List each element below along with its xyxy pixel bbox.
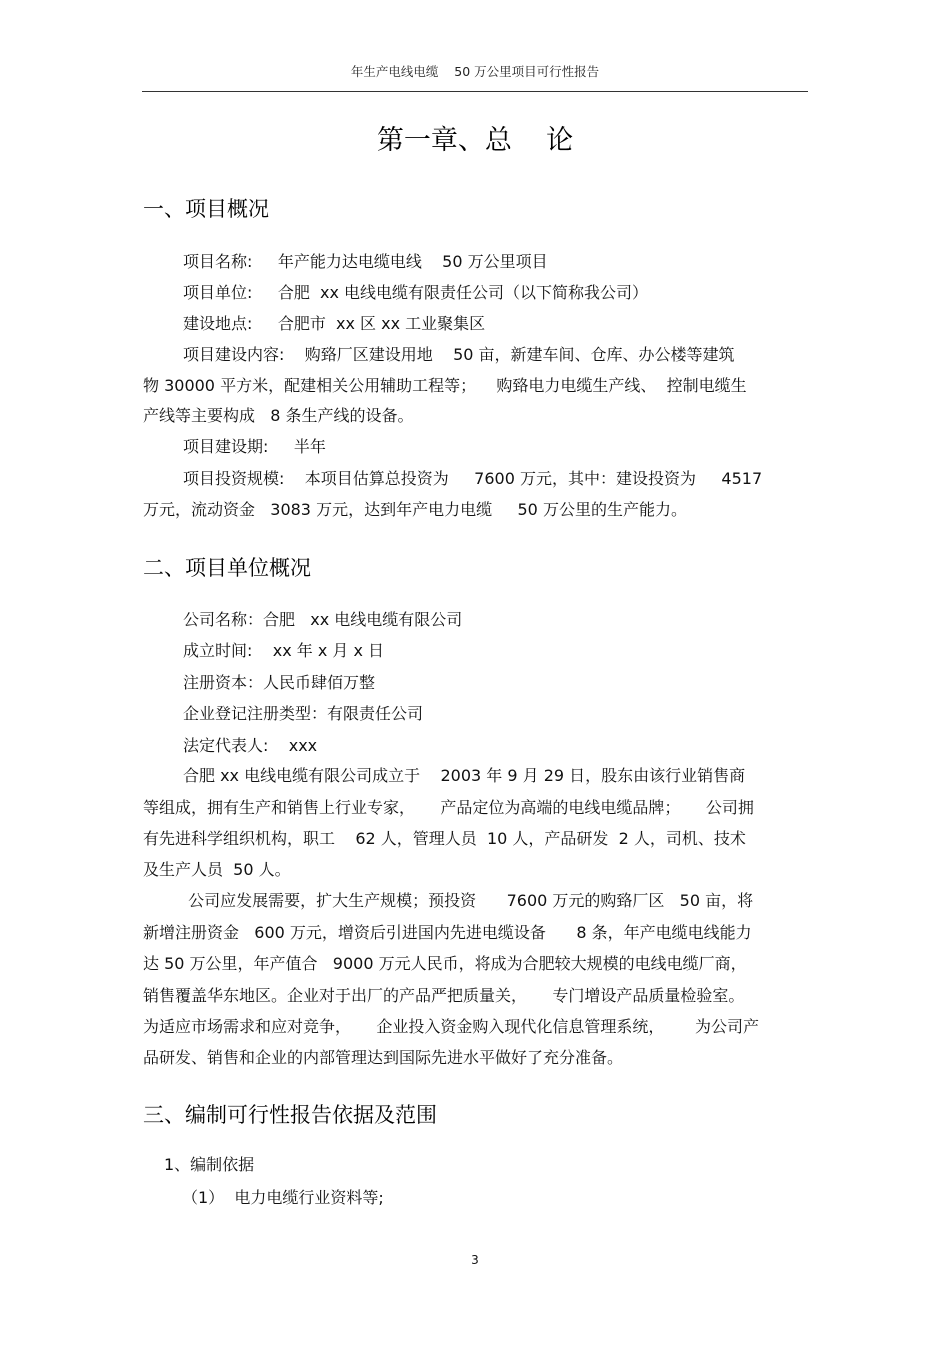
subheading-compilation-basis: 1、编制依据 xyxy=(164,1155,255,1174)
field-project-unit: 项目单位: 合肥 xx 电线电缆有限责任公司（以下简称我公司） xyxy=(183,283,649,302)
development-plan-line: 公司应发展需要，扩大生产规模；预投资 7600 万元的购臵厂区 50 亩，将 xyxy=(183,891,754,910)
field-founding-date: 成立时间: xx 年 x 月 x 日 xyxy=(183,641,385,660)
field-construction-period: 项目建设期: 半年 xyxy=(183,437,326,456)
page-header-title: 年生产电线电缆 50 万公里项目可行性报告 xyxy=(350,64,600,79)
section-heading-project-overview: 一、项目概况 xyxy=(143,197,269,221)
development-plan-line: 品研发、销售和企业的内部管理达到国际先进水平做好了充分准备。 xyxy=(143,1048,624,1067)
section-heading-unit-overview: 二、项目单位概况 xyxy=(143,556,311,580)
field-registered-capital: 注册资本：人民币肆佰万整 xyxy=(183,673,376,692)
field-legal-representative: 法定代表人: xxx xyxy=(183,736,318,755)
investment-line: 万元，流动资金 3083 万元，达到年产电力电缆 50 万公里的生产能力。 xyxy=(143,500,687,519)
section-heading-report-basis: 三、编制可行性报告依据及范围 xyxy=(143,1103,437,1127)
development-plan-line: 销售覆盖华东地区。企业对于出厂的产品严把质量关， 专门增设产品质量检验室。 xyxy=(143,986,745,1005)
company-intro-line: 及生产人员 50 人。 xyxy=(143,860,291,879)
field-registration-type: 企业登记注册类型：有限责任公司 xyxy=(183,704,424,723)
company-intro-line: 有先进科学组织机构，职工 62 人，管理人员 10 人，产品研发 2 人，司机、技术 xyxy=(143,829,746,848)
list-item-basis: （1） 电力电缆行业资料等; xyxy=(182,1188,384,1207)
development-plan-line: 为适应市场需求和应对竞争， 企业投入资金购入现代化信息管理系统， 为公司产 xyxy=(143,1017,759,1036)
page-number: 3 xyxy=(471,1253,479,1267)
construction-content-line: 项目建设内容: 购臵厂区建设用地 50 亩，新建车间、仓库、办公楼等建筑 xyxy=(183,345,735,364)
company-intro-line: 合肥 xx 电线电缆有限公司成立于 2003 年 9 月 29 日，股东由该行业销售商 xyxy=(183,766,746,785)
field-construction-site: 建设地点: 合肥市 xx 区 xx 工业聚集区 xyxy=(183,314,486,333)
header-divider xyxy=(142,91,808,92)
company-intro-line: 等组成，拥有生产和销售上行业专家， 产品定位为高端的电线电缆品牌； 公司拥 xyxy=(143,798,754,817)
development-plan-line: 达 50 万公里，年产值合 9000 万元人民币，将成为合肥较大规模的电线电缆厂商， xyxy=(143,954,747,973)
investment-line: 项目投资规模: 本项目估算总投资为 7600 万元，其中：建设投资为 4517 xyxy=(183,469,763,488)
field-project-name: 项目名称: 年产能力达电缆电线 50 万公里项目 xyxy=(183,252,548,271)
development-plan-line: 新增注册资金 600 万元，增资后引进国内先进电缆设备 8 条，年产电缆电线能力 xyxy=(143,923,752,942)
chapter-title: 第一章、总 论 xyxy=(376,125,574,156)
construction-content-line: 物 30000 平方米，配建相关公用辅助工程等； 购臵电力电缆生产线、 控制电缆生 xyxy=(143,376,747,395)
field-company-name: 公司名称：合肥 xx 电线电缆有限公司 xyxy=(183,610,463,629)
construction-content-line: 产线等主要构成 8 条生产线的设备。 xyxy=(143,406,414,425)
